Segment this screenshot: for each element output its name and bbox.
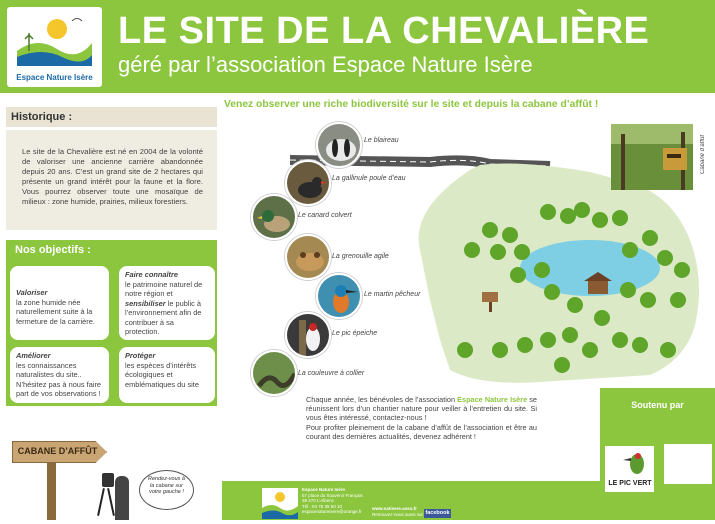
center-title: Venez observer une riche biodiversité sur le site et depuis la cabane d’affût ! [224, 99, 599, 110]
blaireau-label: Le blaireau [364, 137, 399, 144]
brand-name: Espace Nature Isère [457, 395, 528, 404]
footer-web [372, 506, 423, 517]
objectif-card-proteger [118, 346, 216, 404]
footer-website-link[interactable]: www.natisere.asso.fr [372, 506, 417, 511]
pic-vert-label: LE PIC VERT [608, 480, 652, 487]
footer-phone: Tél : 04 76 36 50 10 [302, 503, 343, 509]
martin-pecheur-photo [316, 273, 362, 319]
couleuvre-photo [251, 350, 297, 396]
martin-pecheur-label: Le martin pêcheur [364, 291, 421, 298]
footer-org: Espace Nature Isère [302, 487, 346, 492]
snake-icon [253, 352, 297, 396]
blaireau-photo [316, 122, 362, 168]
objectif-text: les connaissances naturalistes du site.. N’hésitez pas à nous faire part de vos observations ! [16, 360, 102, 398]
tripod-leg [97, 488, 105, 516]
historique-heading: Historique : [6, 107, 217, 127]
speech-bubble: Rendez-vous à la cabane sur votre gauche ! [139, 470, 194, 510]
footer-email[interactable]: espacenatureisere@orange.fr [302, 509, 362, 514]
objectif-text: les espèces d’intérêts écologiques et emblématiques du site [125, 360, 199, 389]
footer-addr2: 38 470 L’Albenc [302, 498, 335, 503]
objectif-highlight: Protéger [125, 351, 156, 360]
cabane-photo [611, 124, 693, 190]
footer-logo [262, 488, 298, 519]
bottom-text [306, 395, 537, 441]
facebook-badge[interactable]: facebook [425, 510, 450, 516]
grenouille-label: La grenouille agile [332, 253, 389, 260]
tripod-leg [107, 488, 115, 516]
gallinule-photo [285, 160, 331, 206]
objectifs-heading: Nos objectifs : [6, 240, 217, 260]
camera-icon [102, 473, 114, 487]
pic-epeiche-photo [285, 312, 331, 358]
objectif-highlight: Améliorer [16, 351, 51, 360]
bottom-paragraph-1 [306, 395, 537, 423]
logo-text: Espace Nature Isère [16, 73, 93, 82]
footer-addr1: 57 place du Souvenir Français [302, 492, 363, 498]
objectif-text: le patrimoine naturel de notre région et [125, 279, 203, 298]
footer-follow-text: Retrouvez-nous aussi sur [372, 511, 424, 517]
objectif-text-2: le public à l’environnement afin de contribuer à sa protection. [125, 298, 202, 336]
footer-address [302, 487, 363, 515]
soutenu-title: Soutenu par [631, 400, 684, 410]
cabane-photo-art [611, 124, 693, 190]
objectif-card-faire-connaitre [118, 265, 216, 341]
objectif-card-ameliorer [9, 346, 110, 404]
bottom-paragraph-2: Pour profiter pleinement de la cabane d’affût de l’association et être au courant des dernières actualités, devenez adhérent ! [306, 422, 537, 441]
photographer-icon [115, 476, 129, 520]
canard-label: Le canard colvert [298, 212, 352, 219]
logo-landscape-icon [17, 11, 92, 66]
bottom-p1-b: se réunissent lors d’un chantier nature pour veiller à l’entretien du site. Si vous êtes intéressé, contactez-nous ! [306, 395, 537, 423]
gallinule-label: La gallinule poule d’eau [332, 175, 406, 182]
objectif-card-valoriser [9, 265, 110, 341]
grenouille-photo [285, 234, 331, 280]
objectif-highlight-2: sensibiliser [125, 298, 166, 308]
historique-text: Le site de la Chevalière est né en 2004 de la volonté de valoriser une ancienne carrière abandonnée depuis 20 ans. C’est un grand site de 2 hectares qui présente un grand intérêt pour la faune et la flore. Vous pourrez observer toute une mosaïque de milieux : zone humide, prairies, milieux forestiers. [6, 130, 217, 230]
objectif-highlight: Faire connaître [125, 270, 178, 279]
sign-label: CABANE D’AFFÛT [17, 446, 98, 456]
footer-logo-icon [262, 488, 298, 519]
sponsor-logo-placeholder [664, 444, 712, 484]
objectif-highlight: Valoriser [16, 288, 48, 297]
couleuvre-label: La couleuvre à collier [298, 370, 365, 377]
canard-photo [251, 194, 297, 240]
objectif-text: la zone humide née naturellement suite à la fermeture de la carrière. [16, 297, 95, 326]
cabane-caption: Cabane d’affût [700, 134, 706, 174]
page-subtitle: géré par l’association Espace Nature Isère [118, 52, 533, 77]
bottom-p1-a: Chaque année, les bénévoles de l’association [306, 395, 456, 404]
pic-epeiche-label: Le pic épeiche [332, 330, 378, 337]
page-title: LE SITE DE LA CHEVALIÈRE [118, 10, 650, 52]
espace-nature-logo [7, 7, 102, 87]
